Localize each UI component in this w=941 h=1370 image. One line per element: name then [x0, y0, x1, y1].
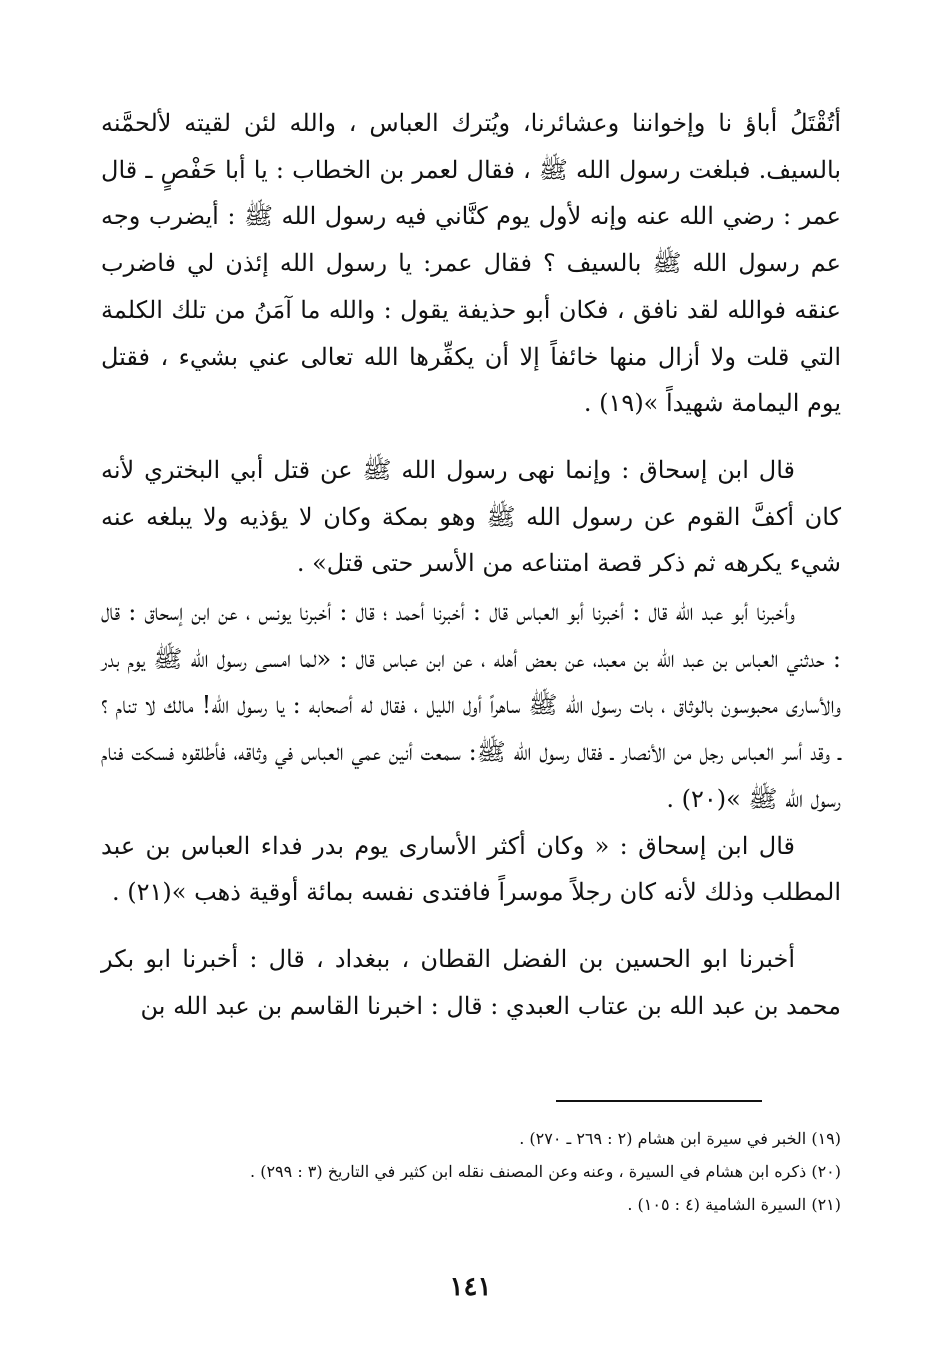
- paragraph-2: قال ابن إسحاق : وإنما نهى رسول الله ﷺ عن قتل أبي البختري لأنه كان أكفَّ القوم عن رسول الله ﷺ وهو بمكة وكان لا يؤذيه ولا يبلغه عنه شيء يكرهه ثم ذكر قصة امتناعه من الأسر حتى قتل» .: [101, 455, 841, 578]
- page-number: ١٤١: [449, 1272, 492, 1302]
- paragraph-4: قال ابن إسحاق : « وكان أكثر الأسارى يوم بدر فداء العباس بن عبد المطلب وذلك لأنه كان رجلاً موسراً فافتدى نفسه بمائة أوقية ذهب »(٢١) .: [101, 831, 841, 907]
- footnotes: [101, 1122, 841, 1221]
- paragraph-1: أتُقْتَلُ أباؤ نا وإخواننا وعشائرنا، ويُترك العباس ، والله لئن لقيته لألحمَّنه بالسيف. فبلغت رسول الله ﷺ ، فقال لعمر بن الخطاب : يا أبا حَفْصٍ ـ قال عمر : رضي الله عنه وإنه لأول يوم كنَّاني فيه رسول الله ﷺ : أيضرب وجه عم رسول الله ﷺ بالسيف ؟ فقال عمر: يا رسول الله إئذن لي فاضرب عنقه فوالله لقد نافق ، فكان أبو حذيفة يقول : والله ما آمَنُ من تلك الكلمة التي قلت ولا أزال منها خائفاً إلا أن يكفِّرها الله تعالى عني بشيء ، فقتل يوم اليمامة شهيداً »(١٩) .: [101, 109, 842, 418]
- footnote-divider: [556, 1100, 762, 1102]
- main-text: [101, 100, 841, 1029]
- footnote-19: (١٩) الخبر في سيرة ابن هشام (٢ : ٢٦٩ ـ ٢٧٠) .: [519, 1129, 841, 1148]
- footnote-20: (٢٠) ذكره ابن هشام في السيرة ، وعنه وعن المصنف نقله ابن كثير في التاريخ (٣ : ٢٩٩) .: [250, 1162, 841, 1181]
- paragraph-5: أخبرنا ابو الحسين بن الفضل القطان ، ببغداد ، قال : أخبرنا ابو بكر محمد بن عبد الله بن عتاب العبدي : قال : اخبرنا القاسم بن عبد الله بن: [101, 944, 841, 1020]
- footnote-21: (٢١) السيرة الشامية (٤ : ١٠٥) .: [627, 1195, 841, 1214]
- paragraph-3: وأخبرنا أبو عبد الله قال : أخبرنا أبو العباس قال : أخبرنا أحمد ؛ قال : أخبرنا يونس ، عن ابن إسحاق : قال : حدثني العباس بن عبد الله بن معبد، عن بعض أهله ، عن ابن عباس قال : «لما امسى رسول الله ﷺ يوم بدر والأسارى محبوسون بالوثاق ، بات رسول الله ﷺ ساهراً أول الليل ، فقال له أصحابه : يا رسول الله! مالك لا تنام ؟ ـ وقد أسر العباس رجل من الأنصار ـ فقال رسول الله ﷺ: سمعت أنين عمي العباس في وثاقه، فأطلقوه فسكت فنام رسول الله ﷺ »(٢٠) .: [101, 598, 841, 813]
